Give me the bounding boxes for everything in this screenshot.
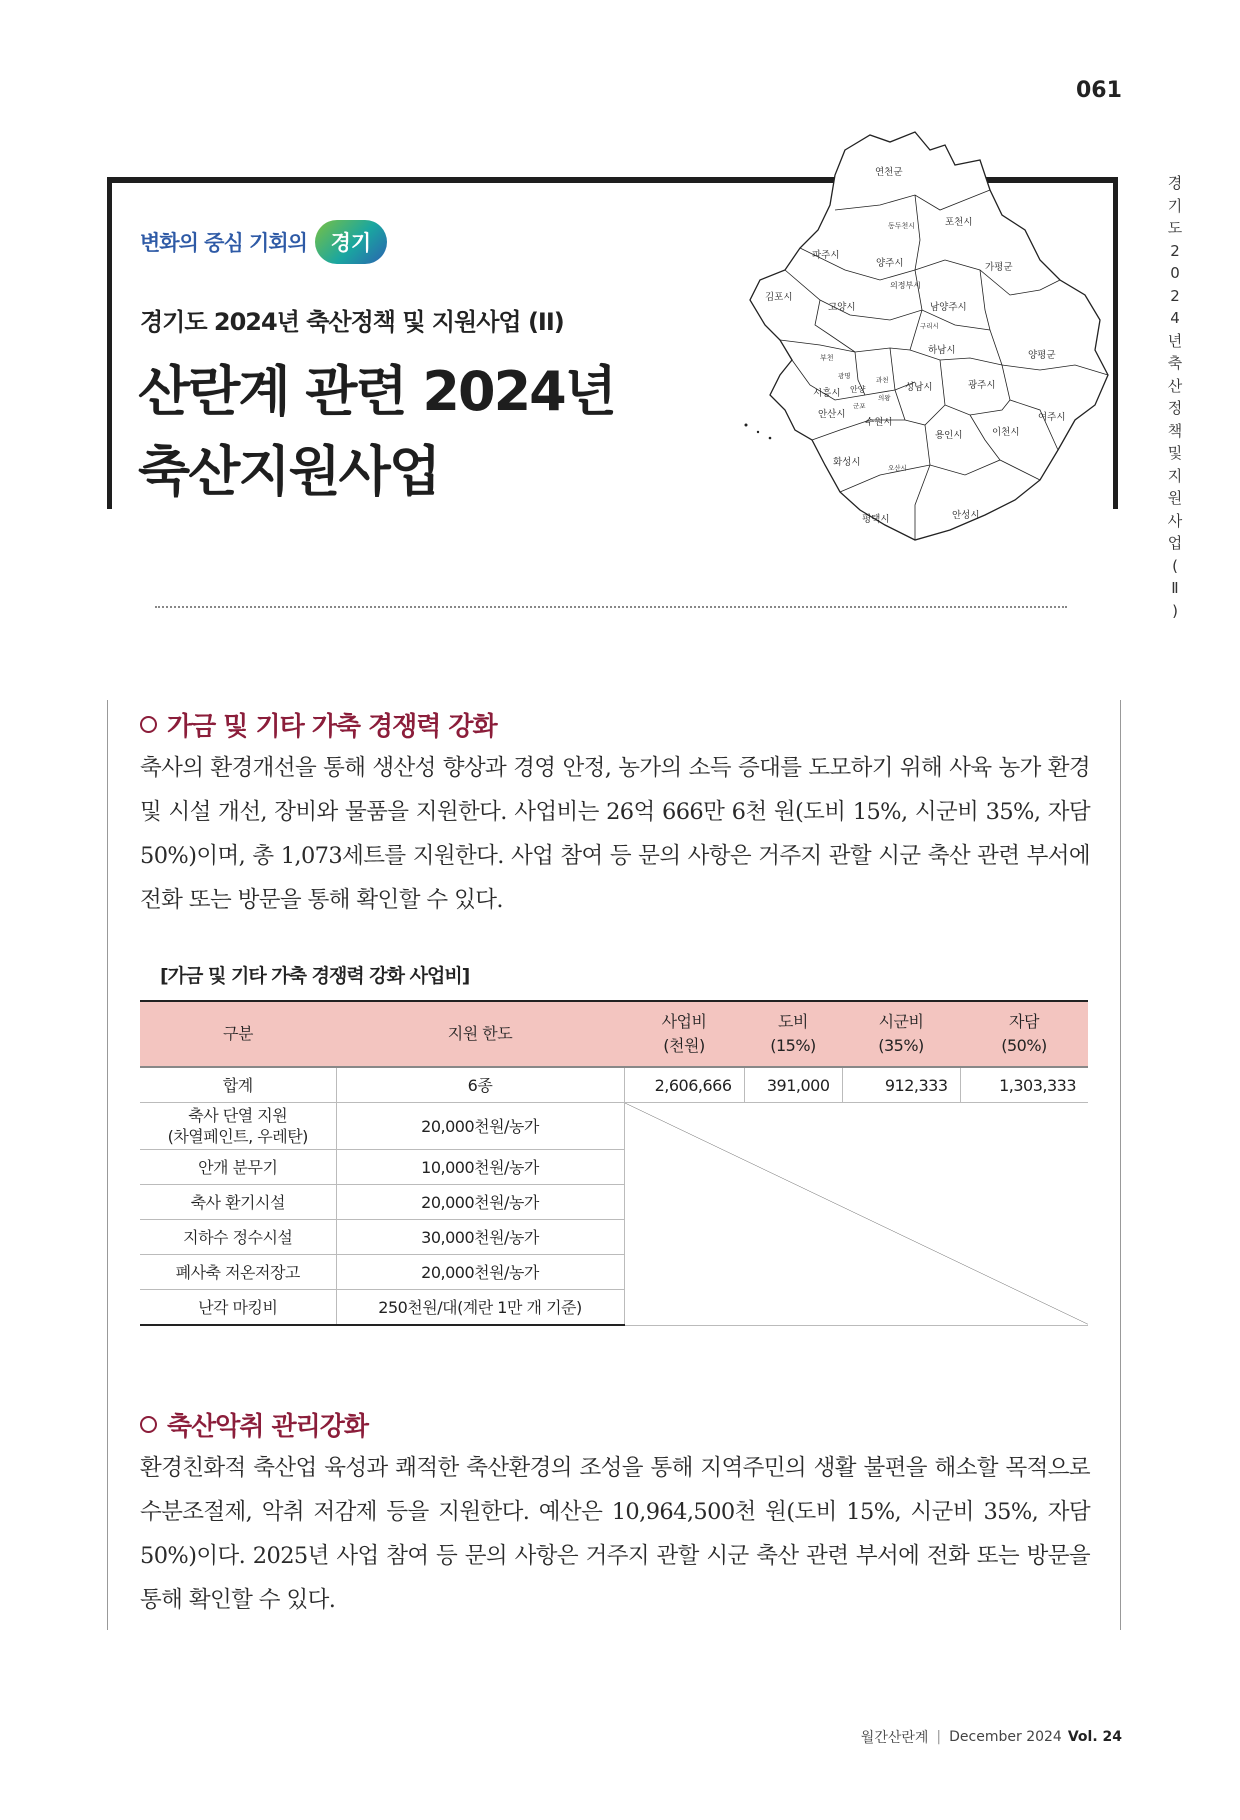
svg-text:남양주시: 남양주시 (930, 302, 967, 313)
svg-text:양평군: 양평군 (1028, 350, 1056, 361)
svg-text:화성시: 화성시 (833, 457, 861, 468)
dotted-divider (155, 606, 1067, 608)
content-left-rule (107, 700, 108, 1630)
header-city: 시군비 (35%) (842, 1001, 960, 1067)
table-header-row (140, 1001, 1088, 1067)
section-body-1: 축사의 환경개선을 통해 생산성 향상과 경영 안정, 농가의 소득 증대를 도모하기 위해 사육 농가 환경 및 시설 개선, 장비와 물품을 지원한다. 사업비는 26억 666만 6천 원(도비 15%, 시군비 35%, 자담 50%)이며, 총 1,073세트를 지원한다. 사업 참여 등 문의 사항은 거주지 관할 시군 축산 관련 부서에 전화 또는 방문을 통해 확인할 수 있다. (140, 755, 1090, 913)
row-category: 안개 분무기 (140, 1150, 336, 1185)
total-budget: 2,606,666 (624, 1067, 744, 1103)
svg-text:평택시: 평택시 (862, 514, 890, 525)
svg-text:이천시: 이천시 (992, 427, 1020, 438)
header-category: 구분 (140, 1001, 336, 1067)
svg-text:여주시: 여주시 (1038, 412, 1066, 423)
page-number: 061 (1076, 78, 1122, 103)
title-line-2: 축산지원사업 (138, 440, 439, 503)
svg-text:성남시: 성남시 (905, 382, 933, 393)
content-right-rule (1120, 700, 1121, 1630)
footer-volume: Vol. 24 (1067, 1729, 1122, 1745)
header-budget: 사업비 (천원) (624, 1001, 744, 1067)
section-heading-2: 축산악취 관리강화 (140, 1406, 368, 1443)
row-category: 지하수 정수시설 (140, 1220, 336, 1255)
row-limit: 250천원/대(계란 1만 개 기준) (336, 1290, 624, 1326)
circle-bullet-icon (140, 1416, 157, 1433)
gyeonggi-map (740, 120, 1120, 560)
title-line-1: 산란계 관련 2024년 (138, 360, 615, 423)
svg-text:포천시: 포천시 (945, 217, 973, 228)
svg-text:광명: 광명 (838, 372, 851, 380)
svg-text:부천: 부천 (820, 354, 834, 362)
header-self: 자담 (50%) (960, 1001, 1088, 1067)
row-category: 축사 환기시설 (140, 1185, 336, 1220)
svg-text:용인시: 용인시 (935, 430, 963, 441)
svg-text:과천: 과천 (876, 376, 889, 384)
footer-separator: | (936, 1729, 942, 1745)
page-footer (861, 1727, 1122, 1747)
row-limit: 20,000천원/농가 (336, 1185, 624, 1220)
footer-issue: December 2024 (949, 1729, 1062, 1745)
row-category: 난각 마킹비 (140, 1290, 336, 1326)
brand-slogan (140, 220, 387, 264)
svg-text:광주시: 광주시 (968, 380, 996, 391)
svg-text:동두천시: 동두천시 (888, 222, 916, 230)
row-limit: 10,000천원/농가 (336, 1150, 624, 1185)
table-caption: [가금 및 기타 가축 경쟁력 강화 사업비] (160, 965, 470, 987)
svg-text:가평군: 가평군 (985, 262, 1013, 273)
row-category: 축사 단열 지원 (차열페인트, 우레탄) (140, 1103, 336, 1150)
svg-text:연천군: 연천군 (875, 167, 903, 178)
total-category: 합계 (140, 1067, 336, 1103)
row-limit: 20,000천원/농가 (336, 1103, 624, 1150)
header-province: 도비 (15%) (744, 1001, 842, 1067)
empty-diagonal-cell (624, 1103, 1088, 1326)
svg-text:안산시: 안산시 (818, 409, 846, 420)
row-limit: 20,000천원/농가 (336, 1255, 624, 1290)
section-body-2: 환경친화적 축산업 육성과 쾌적한 축산환경의 조성을 통해 지역주민의 생활 불편을 해소할 목적으로 수분조절제, 악취 저감제 등을 지원한다. 예산은 10,964,500천 원(도비 15%, 시군비 35%, 자담 50%)이다. 2025년 사업 참여 등 문의 사항은 거주지 관할 시군 축산 관련 부서에 전화 또는 방문을 통해 확인할 수 있다. (140, 1455, 1090, 1613)
svg-text:군포: 군포 (853, 402, 866, 410)
total-city: 912,333 (842, 1067, 960, 1103)
svg-text:김포시: 김포시 (765, 292, 793, 303)
svg-text:하남시: 하남시 (928, 345, 956, 356)
side-section-label: 경 기 도 2 0 2 4 년 축 산 정 책 및 지 원 사 업 ( Ⅱ ) (1167, 174, 1183, 620)
row-limit: 30,000천원/농가 (336, 1220, 624, 1255)
section-heading-1: 가금 및 기타 가축 경쟁력 강화 (140, 706, 497, 743)
total-province: 391,000 (744, 1067, 842, 1103)
article-subtitle: 경기도 2024년 축산정책 및 지원사업 (II) (140, 308, 564, 336)
circle-bullet-icon (140, 716, 157, 733)
svg-text:안성시: 안성시 (952, 510, 980, 521)
svg-text:의왕: 의왕 (878, 394, 891, 402)
table-row (140, 1103, 1088, 1150)
header-limit: 지원 한도 (336, 1001, 624, 1067)
brand-text: 변화의 중심 기회의 (140, 231, 307, 255)
svg-text:의정부시: 의정부시 (890, 281, 921, 290)
gyeonggi-logo-badge: 경기 (315, 220, 387, 264)
total-limit: 6종 (336, 1067, 624, 1103)
svg-text:파주시: 파주시 (812, 250, 840, 261)
footer-magazine: 월간산란계 (860, 1730, 929, 1746)
svg-text:안양: 안양 (850, 385, 866, 394)
budget-table (140, 1000, 1088, 1326)
svg-text:시흥시: 시흥시 (813, 388, 841, 399)
svg-text:수원시: 수원시 (865, 417, 893, 428)
svg-text:고양시: 고양시 (828, 302, 856, 313)
svg-text:오산시: 오산시 (888, 464, 907, 472)
article-title (138, 352, 615, 512)
total-self: 1,303,333 (960, 1067, 1088, 1103)
row-category: 폐사축 저온저장고 (140, 1255, 336, 1290)
svg-text:구리시: 구리시 (920, 322, 939, 330)
svg-text:양주시: 양주시 (876, 258, 904, 269)
table-total-row (140, 1067, 1088, 1103)
